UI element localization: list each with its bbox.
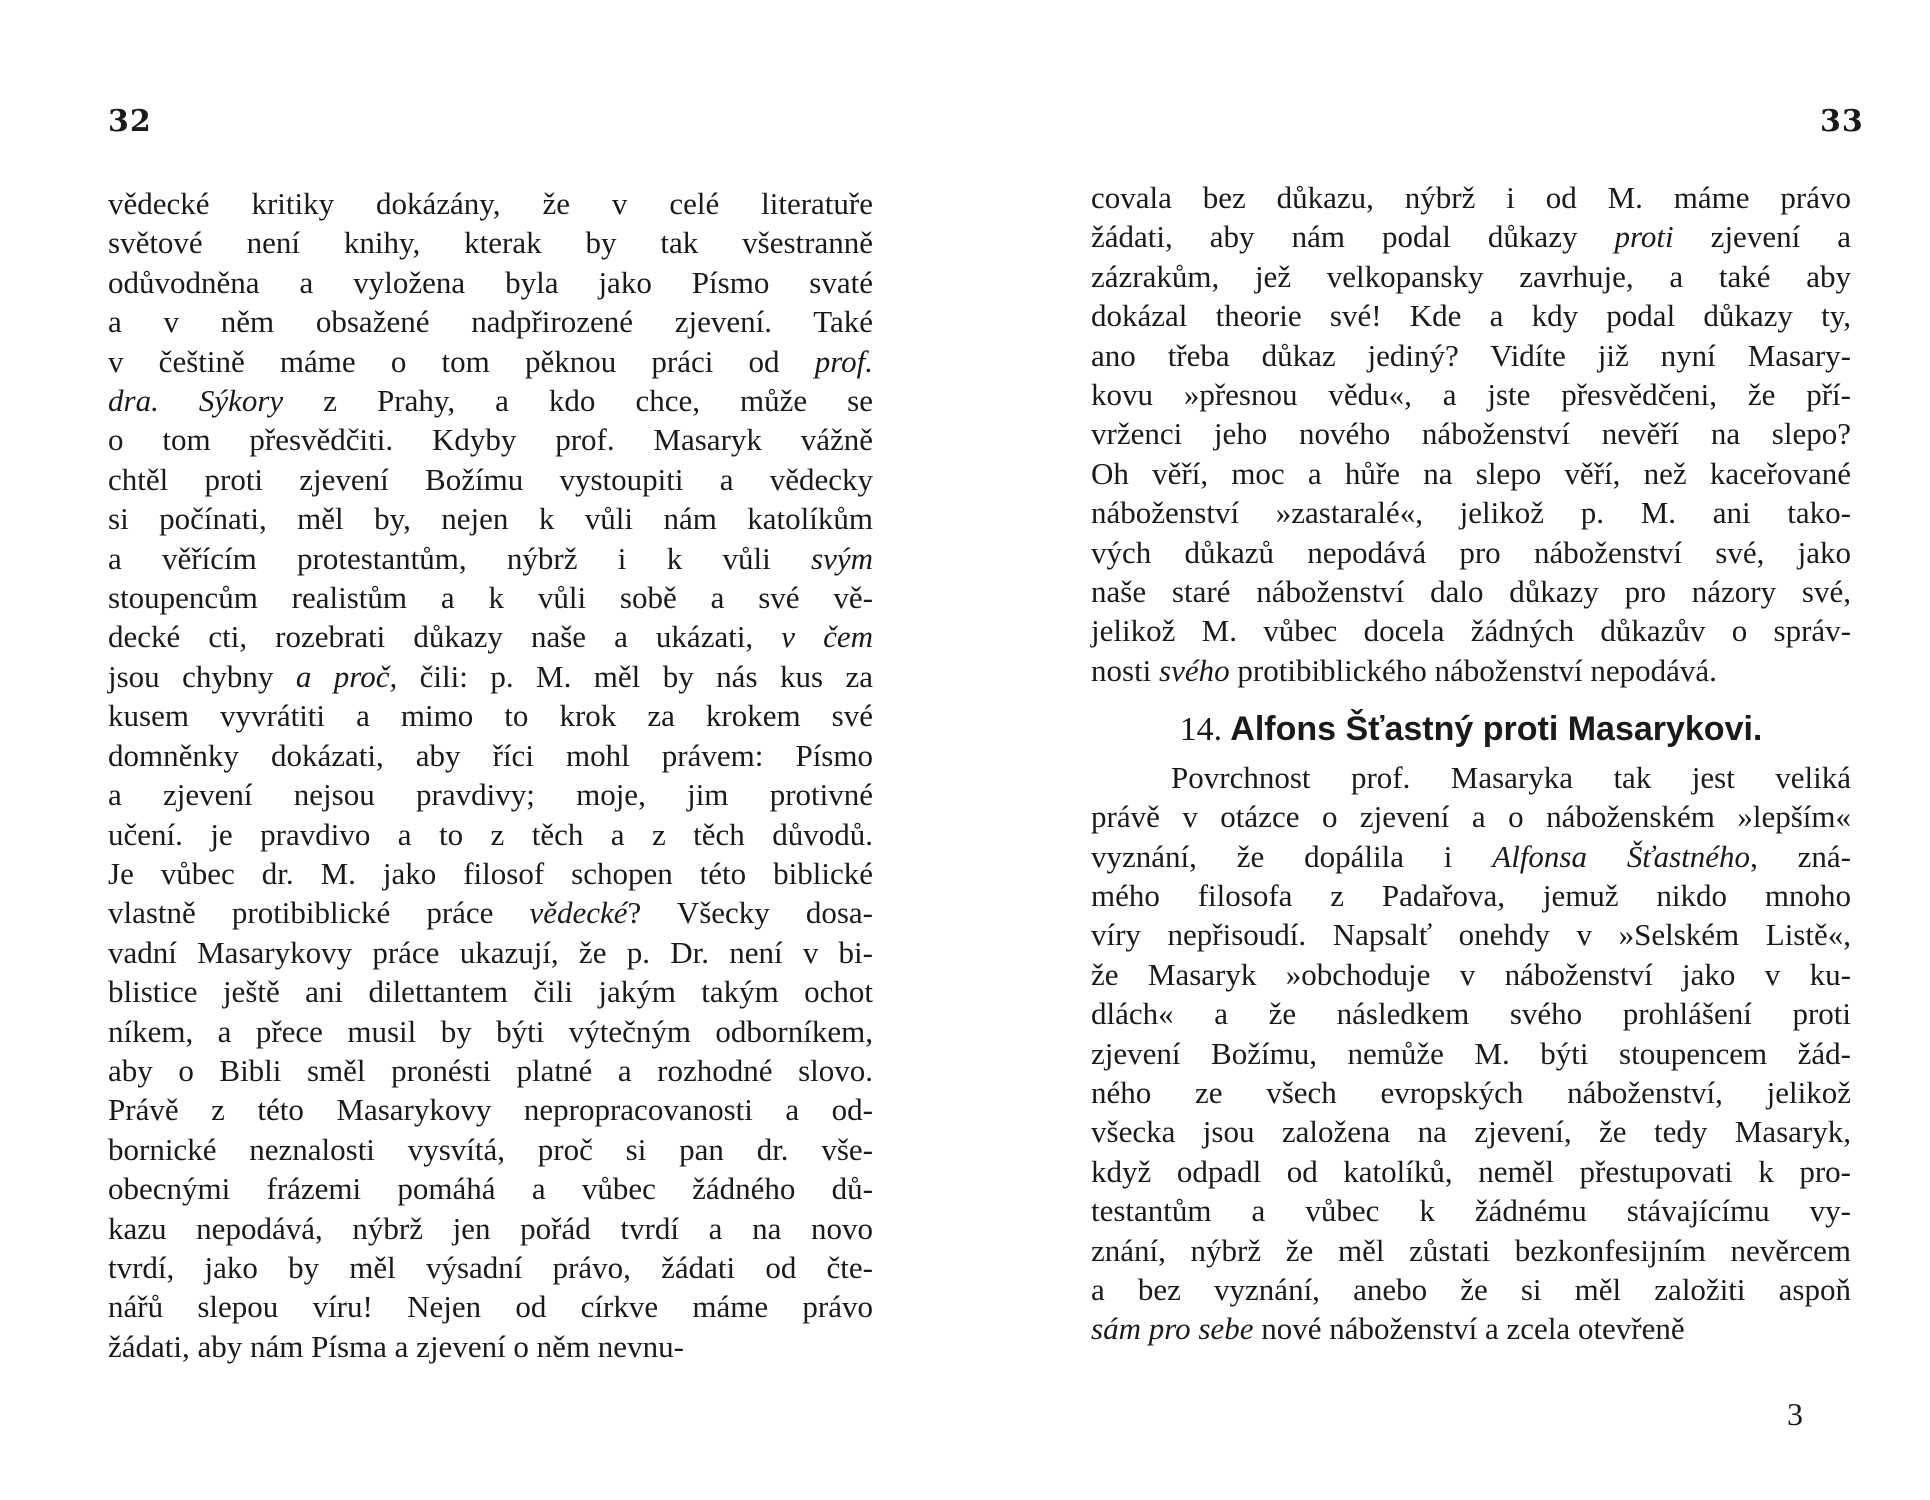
page-number-right: 33 bbox=[1820, 104, 1864, 139]
text-run: že Masaryk »obchoduje v náboženství jako v ku- bbox=[1091, 956, 1851, 992]
text-line bbox=[108, 263, 873, 302]
text-line bbox=[108, 617, 873, 656]
text-run: Povrchnost prof. Masaryka tak jest veliká bbox=[1171, 759, 1851, 795]
text-run: znání, nýbrž že měl zůstati bezkonfesijním nevěrcem bbox=[1091, 1232, 1851, 1268]
italic-emphasis: Alfonsa Šťastného bbox=[1492, 838, 1751, 874]
text-line bbox=[108, 1209, 873, 1248]
text-line bbox=[1091, 296, 1851, 335]
text-run: Právě z této Masarykovy nepropracovanosti a od- bbox=[108, 1092, 873, 1128]
text-line bbox=[108, 499, 873, 538]
text-run: si počínati, měl by, nejen k vůli nám katolíkům bbox=[108, 501, 873, 537]
text-run: Oh věří, moc a hůře na slepo věří, než kaceřované bbox=[1091, 455, 1851, 491]
text-run: žádati, aby nám podal důkazy bbox=[1091, 219, 1615, 255]
paragraph-new bbox=[1091, 758, 1851, 1349]
text-line bbox=[1091, 336, 1851, 375]
text-line bbox=[1091, 1231, 1851, 1270]
italic-emphasis: vědecké bbox=[529, 895, 628, 931]
text-run: aby o Bibli směl pronésti platné a rozhodné slovo. bbox=[108, 1052, 873, 1088]
text-run: naše staré náboženství dalo důkazy pro názory své, bbox=[1091, 574, 1851, 610]
italic-emphasis: svého bbox=[1159, 652, 1230, 688]
text-run: čili: p. M. měl by nás kus za bbox=[397, 658, 873, 694]
text-run: učení. je pravdivo a to z těch a z těch důvodů. bbox=[108, 816, 873, 852]
text-run: a zjevení nejsou pravdivy; moje, jim protivné bbox=[108, 777, 873, 813]
text-run: protibiblického náboženství nepodává. bbox=[1229, 652, 1717, 688]
text-run: covala bez důkazu, nýbrž i od M. máme právo bbox=[1091, 180, 1851, 215]
text-line bbox=[1091, 1270, 1851, 1309]
text-line bbox=[108, 657, 873, 696]
text-line bbox=[1091, 955, 1851, 994]
text-line bbox=[1091, 1073, 1851, 1112]
text-run: náboženství »zastaralé«, jelikož p. M. ani tako- bbox=[1091, 495, 1851, 531]
text-line bbox=[1091, 611, 1851, 650]
text-line bbox=[108, 775, 873, 814]
text-run: nosti bbox=[1091, 652, 1160, 688]
text-line bbox=[1091, 1191, 1851, 1230]
text-run: a bez vyznání, anebo že si měl založiti aspoň bbox=[1091, 1271, 1851, 1307]
text-line bbox=[1091, 217, 1851, 256]
left-page-text bbox=[108, 184, 873, 1366]
text-line bbox=[1091, 533, 1851, 572]
text-line bbox=[1091, 414, 1851, 453]
text-run: jelikož M. vůbec docela žádných důkazův o správ- bbox=[1091, 613, 1851, 649]
text-line bbox=[1091, 1309, 1851, 1348]
paragraph-continued bbox=[1091, 178, 1851, 690]
text-line bbox=[108, 302, 873, 341]
text-run: vých důkazů nepodává pro náboženství své, jako bbox=[1091, 534, 1851, 570]
text-run: a věřícím protestantům, nýbrž i k vůli bbox=[108, 540, 812, 576]
text-run: mého filosofa z Padařova, jemuž nikdo mnoho bbox=[1091, 877, 1851, 913]
text-line bbox=[108, 736, 873, 775]
text-run: vadní Masarykovy práce ukazují, že p. Dr. není v bi- bbox=[108, 934, 873, 970]
text-line bbox=[1091, 758, 1851, 797]
italic-emphasis: svým bbox=[811, 540, 873, 576]
text-line bbox=[1091, 797, 1851, 836]
signature-mark: 3 bbox=[1787, 1396, 1803, 1432]
text-run: právě v otázce o zjevení a o náboženském »lepším« bbox=[1091, 799, 1851, 835]
text-line bbox=[108, 854, 873, 893]
text-line bbox=[108, 1051, 873, 1090]
right-page-text bbox=[1091, 178, 1851, 1349]
text-line bbox=[108, 578, 873, 617]
text-run: domněnky dokázati, aby říci mohl právem: Písmo bbox=[108, 737, 873, 773]
text-line bbox=[108, 1012, 873, 1051]
text-line bbox=[108, 933, 873, 972]
page-number-left: 32 bbox=[108, 104, 152, 139]
text-run: z Prahy, a kdo chce, může se bbox=[283, 383, 874, 419]
text-run: o tom přesvědčiti. Kdyby prof. Masaryk vážně bbox=[108, 422, 873, 458]
text-run: zjevení a bbox=[1673, 219, 1851, 255]
text-line bbox=[108, 1169, 873, 1208]
text-line bbox=[1091, 915, 1851, 954]
text-line bbox=[108, 420, 873, 459]
text-run: testantům a vůbec k žádnému stávajícímu vy- bbox=[1091, 1193, 1851, 1229]
text-run: obecnými frázemi pomáhá a vůbec žádného dů- bbox=[108, 1171, 873, 1207]
italic-emphasis: a proč, bbox=[295, 658, 398, 694]
text-run: nářů slepou víru! Nejen od církve máme právo bbox=[108, 1289, 873, 1325]
italic-emphasis: proti bbox=[1614, 219, 1674, 255]
text-run: kovu »přesnou vědu«, a jste přesvědčeni, že pří- bbox=[1091, 377, 1851, 413]
text-run: vrženci jeho nového náboženství nevěří na slepo? bbox=[1091, 416, 1851, 452]
text-run: blistice ještě ani dilettantem čili jakým takým ochot bbox=[108, 974, 873, 1010]
text-run: zjevení Božímu, nemůže M. býti stoupencem žád- bbox=[1091, 1035, 1851, 1071]
text-run: víry nepřisoudí. Napsalť onehdy v »Selském Listě«, bbox=[1091, 917, 1851, 953]
text-line bbox=[1091, 572, 1851, 611]
text-line bbox=[108, 1090, 873, 1129]
text-run: světové není knihy, kterak by tak všestranně bbox=[108, 225, 873, 261]
italic-emphasis: prof. bbox=[814, 343, 873, 379]
section-heading bbox=[1091, 710, 1851, 749]
text-run: chtěl proti zjevení Božímu vystoupiti a vědecky bbox=[108, 461, 873, 497]
text-line bbox=[1091, 1112, 1851, 1151]
text-run: Je vůbec dr. M. jako filosof schopen této biblické bbox=[108, 855, 873, 891]
text-run: bornické neznalosti vysvítá, proč si pan dr. vše- bbox=[108, 1131, 873, 1167]
text-line bbox=[1091, 1034, 1851, 1073]
right-page bbox=[965, 0, 1930, 1500]
text-line bbox=[108, 1130, 873, 1169]
text-line bbox=[108, 539, 873, 578]
text-run: vyznání, že dopálila i bbox=[1091, 838, 1493, 874]
text-run: odůvodněna a vyložena byla jako Písmo svaté bbox=[108, 264, 873, 300]
text-line bbox=[108, 342, 873, 381]
text-run: žádati, aby nám Písma a zjevení o něm nevnu- bbox=[108, 1328, 684, 1364]
text-run: kazu nepodává, nýbrž jen pořád tvrdí a na novo bbox=[108, 1210, 873, 1246]
text-run: v češtině máme o tom pěknou práci od bbox=[108, 343, 815, 379]
text-line bbox=[108, 815, 873, 854]
text-run: stoupencům realistům a k vůli sobě a své vě- bbox=[108, 580, 873, 616]
text-run: ného ze všech evropských náboženství, jelikož bbox=[1091, 1074, 1851, 1110]
text-line bbox=[108, 893, 873, 932]
text-line bbox=[108, 1327, 873, 1366]
text-run: ? Všecky dosa- bbox=[627, 895, 873, 931]
section-number: 14. bbox=[1179, 711, 1223, 749]
text-run: tvrdí, jako by měl výsadní právo, žádati od čte- bbox=[108, 1249, 873, 1285]
text-run: dokázal theorie své! Kde a kdy podal důkazy ty, bbox=[1091, 298, 1851, 334]
text-run: kusem vyvrátiti a mimo to krok za krokem své bbox=[108, 698, 873, 734]
text-line bbox=[1091, 876, 1851, 915]
text-run: a v něm obsažené nadpřirozené zjevení. Také bbox=[108, 304, 873, 340]
text-run: ano třeba důkaz jediný? Vidíte již nyní Masary- bbox=[1091, 337, 1851, 373]
text-line bbox=[1091, 994, 1851, 1033]
text-run: jsou chybny bbox=[108, 658, 296, 694]
text-line bbox=[108, 1287, 873, 1326]
text-line bbox=[1091, 1152, 1851, 1191]
text-run: dlách« a že následkem svého prohlášení proti bbox=[1091, 996, 1851, 1032]
text-line bbox=[108, 460, 873, 499]
text-line bbox=[108, 381, 873, 420]
text-line bbox=[108, 972, 873, 1011]
text-line bbox=[1091, 375, 1851, 414]
text-line bbox=[1091, 454, 1851, 493]
text-run: decké cti, rozebrati důkazy naše a ukázati, bbox=[108, 619, 782, 655]
text-line bbox=[108, 696, 873, 735]
text-run: , zná- bbox=[1750, 838, 1852, 874]
text-line bbox=[1091, 178, 1851, 217]
text-line bbox=[1091, 257, 1851, 296]
text-run: nové náboženství a zcela otevřeně bbox=[1253, 1311, 1685, 1347]
section-title: Alfons Šťastný proti Masarykovi. bbox=[1230, 710, 1763, 749]
text-run: všecka jsou založena na zjevení, že tedy Masaryk, bbox=[1091, 1114, 1851, 1150]
italic-emphasis: sám pro sebe bbox=[1091, 1311, 1254, 1347]
text-run: níkem, a přece musil by býti výtečným odborníkem, bbox=[108, 1013, 873, 1049]
text-line bbox=[1091, 837, 1851, 876]
text-run: vlastně protibiblické práce bbox=[108, 895, 530, 931]
text-line bbox=[1091, 651, 1851, 690]
text-run: vědecké kritiky dokázány, že v celé literatuře bbox=[108, 186, 873, 221]
text-line bbox=[108, 1248, 873, 1287]
text-line bbox=[108, 184, 873, 223]
text-line bbox=[1091, 493, 1851, 532]
italic-emphasis: v čem bbox=[781, 619, 873, 655]
text-line bbox=[108, 223, 873, 262]
text-run: když odpadl od katolíků, neměl přestupovati k pro- bbox=[1091, 1153, 1851, 1189]
italic-emphasis: dra. Sýkory bbox=[108, 383, 284, 419]
text-run: zázrakům, jež velkopansky zavrhuje, a také aby bbox=[1091, 258, 1851, 294]
